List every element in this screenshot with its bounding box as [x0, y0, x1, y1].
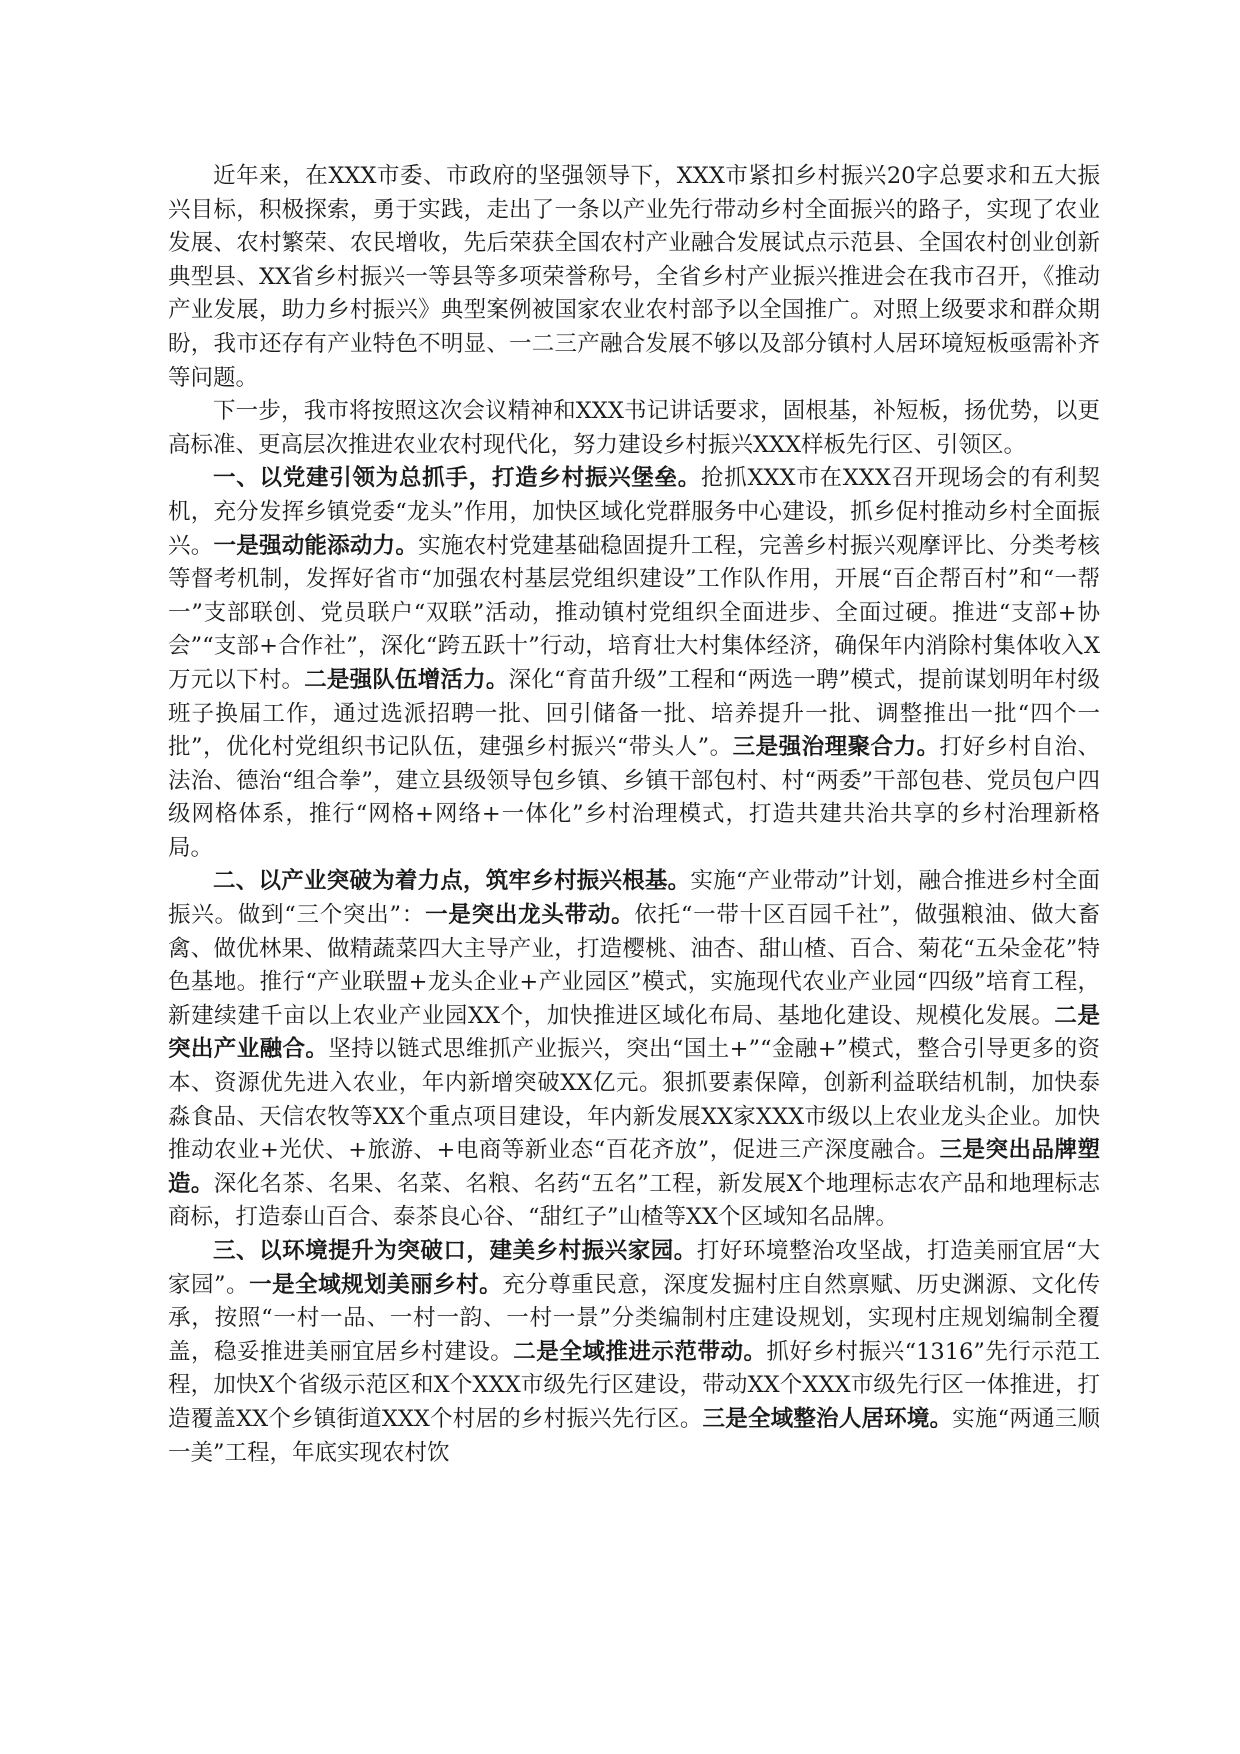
- paragraph-text: 充分尊重民意，深度发掘村庄自然禀赋、历史渊源、文化传承，按照“一村一品、一村一韵、一村一景”分类编制村庄建设规划，实现村庄规划编制全覆盖，稳妥推进美丽宜居乡村建设。: [168, 1271, 1100, 1365]
- section-1-paragraph: [168, 462, 1100, 865]
- subpoint-heading: 一是突出龙头带动。: [425, 902, 635, 929]
- intro-paragraph: [168, 160, 1100, 395]
- paragraph-text: 下一步，我市将按照这次会议精神和XXX书记讲话要求，固根基，补短板，扬优势，以更高标准、更高层次推进农业农村现代化，努力建设乡村振兴XXX样板先行区、引领区。: [168, 398, 1100, 458]
- section-3-paragraph: [168, 1235, 1100, 1470]
- paragraph-text: 打好乡村自治、法治、德治“组合拳”，建立县级领导包乡镇、乡镇干部包村、村“两委”干部包巷、党员包户四级网格体系，推行“网格+网络+一体化”乡村治理模式，打造共建共治共享的乡村治理新格局。: [168, 734, 1100, 861]
- section-heading: 二、以产业突破为着力点，筑牢乡村振兴根基。: [213, 868, 691, 895]
- paragraph-text: 实施“产业带动”计划，融合推进乡村全面振兴。做到“三个突出”：: [168, 868, 1100, 929]
- paragraph-text: 实施“两通三顺一美”工程，年底实现农村饮: [168, 1405, 1100, 1466]
- paragraph-text: 实施农村党建基础稳固提升工程，完善乡村振兴观摩评比、分类考核等督考机制，发挥好省市“加强农村基层党组织建设”工作队作用，开展“百企帮百村”和“一帮一”支部联创、党员联户“双联”活动，推动镇村党组织全面进步、全面过硬。推进“支部+协会”“支部+合作社”，深化“跨五跃十”行动，培育壮大村集体经济，确保年内消除村集体收入X万元以下村。: [168, 532, 1100, 693]
- subpoint-heading: 二是全域推进示范带动。: [513, 1338, 767, 1365]
- paragraph-text: 依托“一带十区百园千社”，做强粮油、做大畜禽、做优林果、做精蔬菜四大主导产业，打造樱桃、油杏、甜山楂、百合、菊花“五朵金花”特色基地。推行“产业联盟+龙头企业+产业园区”模式，实施现代农业产业园“四级”培育工程，新建续建千亩以上农业产业园XX个，加快推进区域化布局、基地化建设、规模化发展。: [168, 902, 1100, 1029]
- subpoint-heading: 三是强治理聚合力。: [732, 734, 940, 761]
- section-heading: 三、以环境提升为突破口，建美乡村振兴家园。: [213, 1238, 697, 1264]
- section-2-paragraph: [168, 865, 1100, 1235]
- paragraph-text: 近年来，在XXX市委、市政府的坚强领导下，XXX市紧扣乡村振兴20字总要求和五大振兴目标，积极探索，勇于实践，走出了一条以产业先行带动乡村全面振兴的路子，实现了农业发展、农村繁荣、农民增收，先后荣获全国农村产业融合发展试点示范县、全国农村创业创新典型县、XX省乡村振兴一等县等多项荣誉称号，全省乡村产业振兴推进会在我市召开，《推动产业发展，助力乡村振兴》典型案例被国家农业农村部予以全国推广。对照上级要求和群众期盼，我市还存有产业特色不明显、一二三产融合发展不够以及部分镇村人居环境短板亟需补齐等问题。: [168, 163, 1100, 391]
- paragraph-text: 深化名茶、名果、名菜、名粮、名药“五名”工程，新发展X个地理标志农产品和地理标志商标，打造泰山百合、泰茶良心谷、“甜红子”山楂等XX个区域知名品牌。: [168, 1170, 1100, 1231]
- paragraph-text: 打好环境整治攻坚战，打造美丽宜居“大家园”。: [168, 1238, 1100, 1298]
- paragraph-text: 坚持以链式思维抓产业振兴，突出“国土+”“金融+”模式，整合引导更多的资本、资源优先进入农业，年内新增突破XX亿元。狠抓要素保障，创新利益联结机制，加快泰淼食品、天信农牧等XX个重点项目建设，年内新发展XX家XXX市级以上农业龙头企业。加快推动农业+光伏、+旅游、+电商等新业态“百花齐放”，促进三产深度融合。: [168, 1036, 1100, 1164]
- subpoint-heading: 三是突出品牌塑造。: [168, 1137, 1100, 1197]
- document-body: [168, 160, 1100, 1470]
- section-heading: 一、以党建引领为总抓手，打造乡村振兴堡垒。: [213, 465, 702, 492]
- paragraph-text: 深化“育苗升级”工程和“两选一聘”模式，提前谋划明年村级班子换届工作，通过选派招聘一批、回引储备一批、培养提升一批、调整推出一批“四个一批”，优化村党组织书记队伍，建强乡村振兴“带头人”。: [168, 666, 1100, 761]
- subpoint-heading: 二是强队伍增活力。: [304, 666, 509, 693]
- subpoint-heading: 二是突出产业融合。: [168, 1002, 1100, 1063]
- subpoint-heading: 一是全域规划美丽乡村。: [249, 1271, 503, 1298]
- paragraph-text: 抢抓XXX市在XXX召开现场会的有利契机，充分发挥乡镇党委“龙头”作用，加快区域化党群服务中心建设，抓乡促村推动乡村全面振兴。: [168, 465, 1100, 559]
- subpoint-heading: 三是全域整治人居环境。: [702, 1405, 953, 1432]
- paragraph-text: 抓好乡村振兴“1316”先行示范工程，加快X个省级示范区和X个XXX市级先行区建设，带动XX个XXX市级先行区一体推进，打造覆盖XX个乡镇街道XXX个村居的乡村振兴先行区。: [168, 1338, 1100, 1432]
- subpoint-heading: 一是强动能添动力。: [213, 532, 419, 559]
- next-steps-paragraph: [168, 395, 1100, 462]
